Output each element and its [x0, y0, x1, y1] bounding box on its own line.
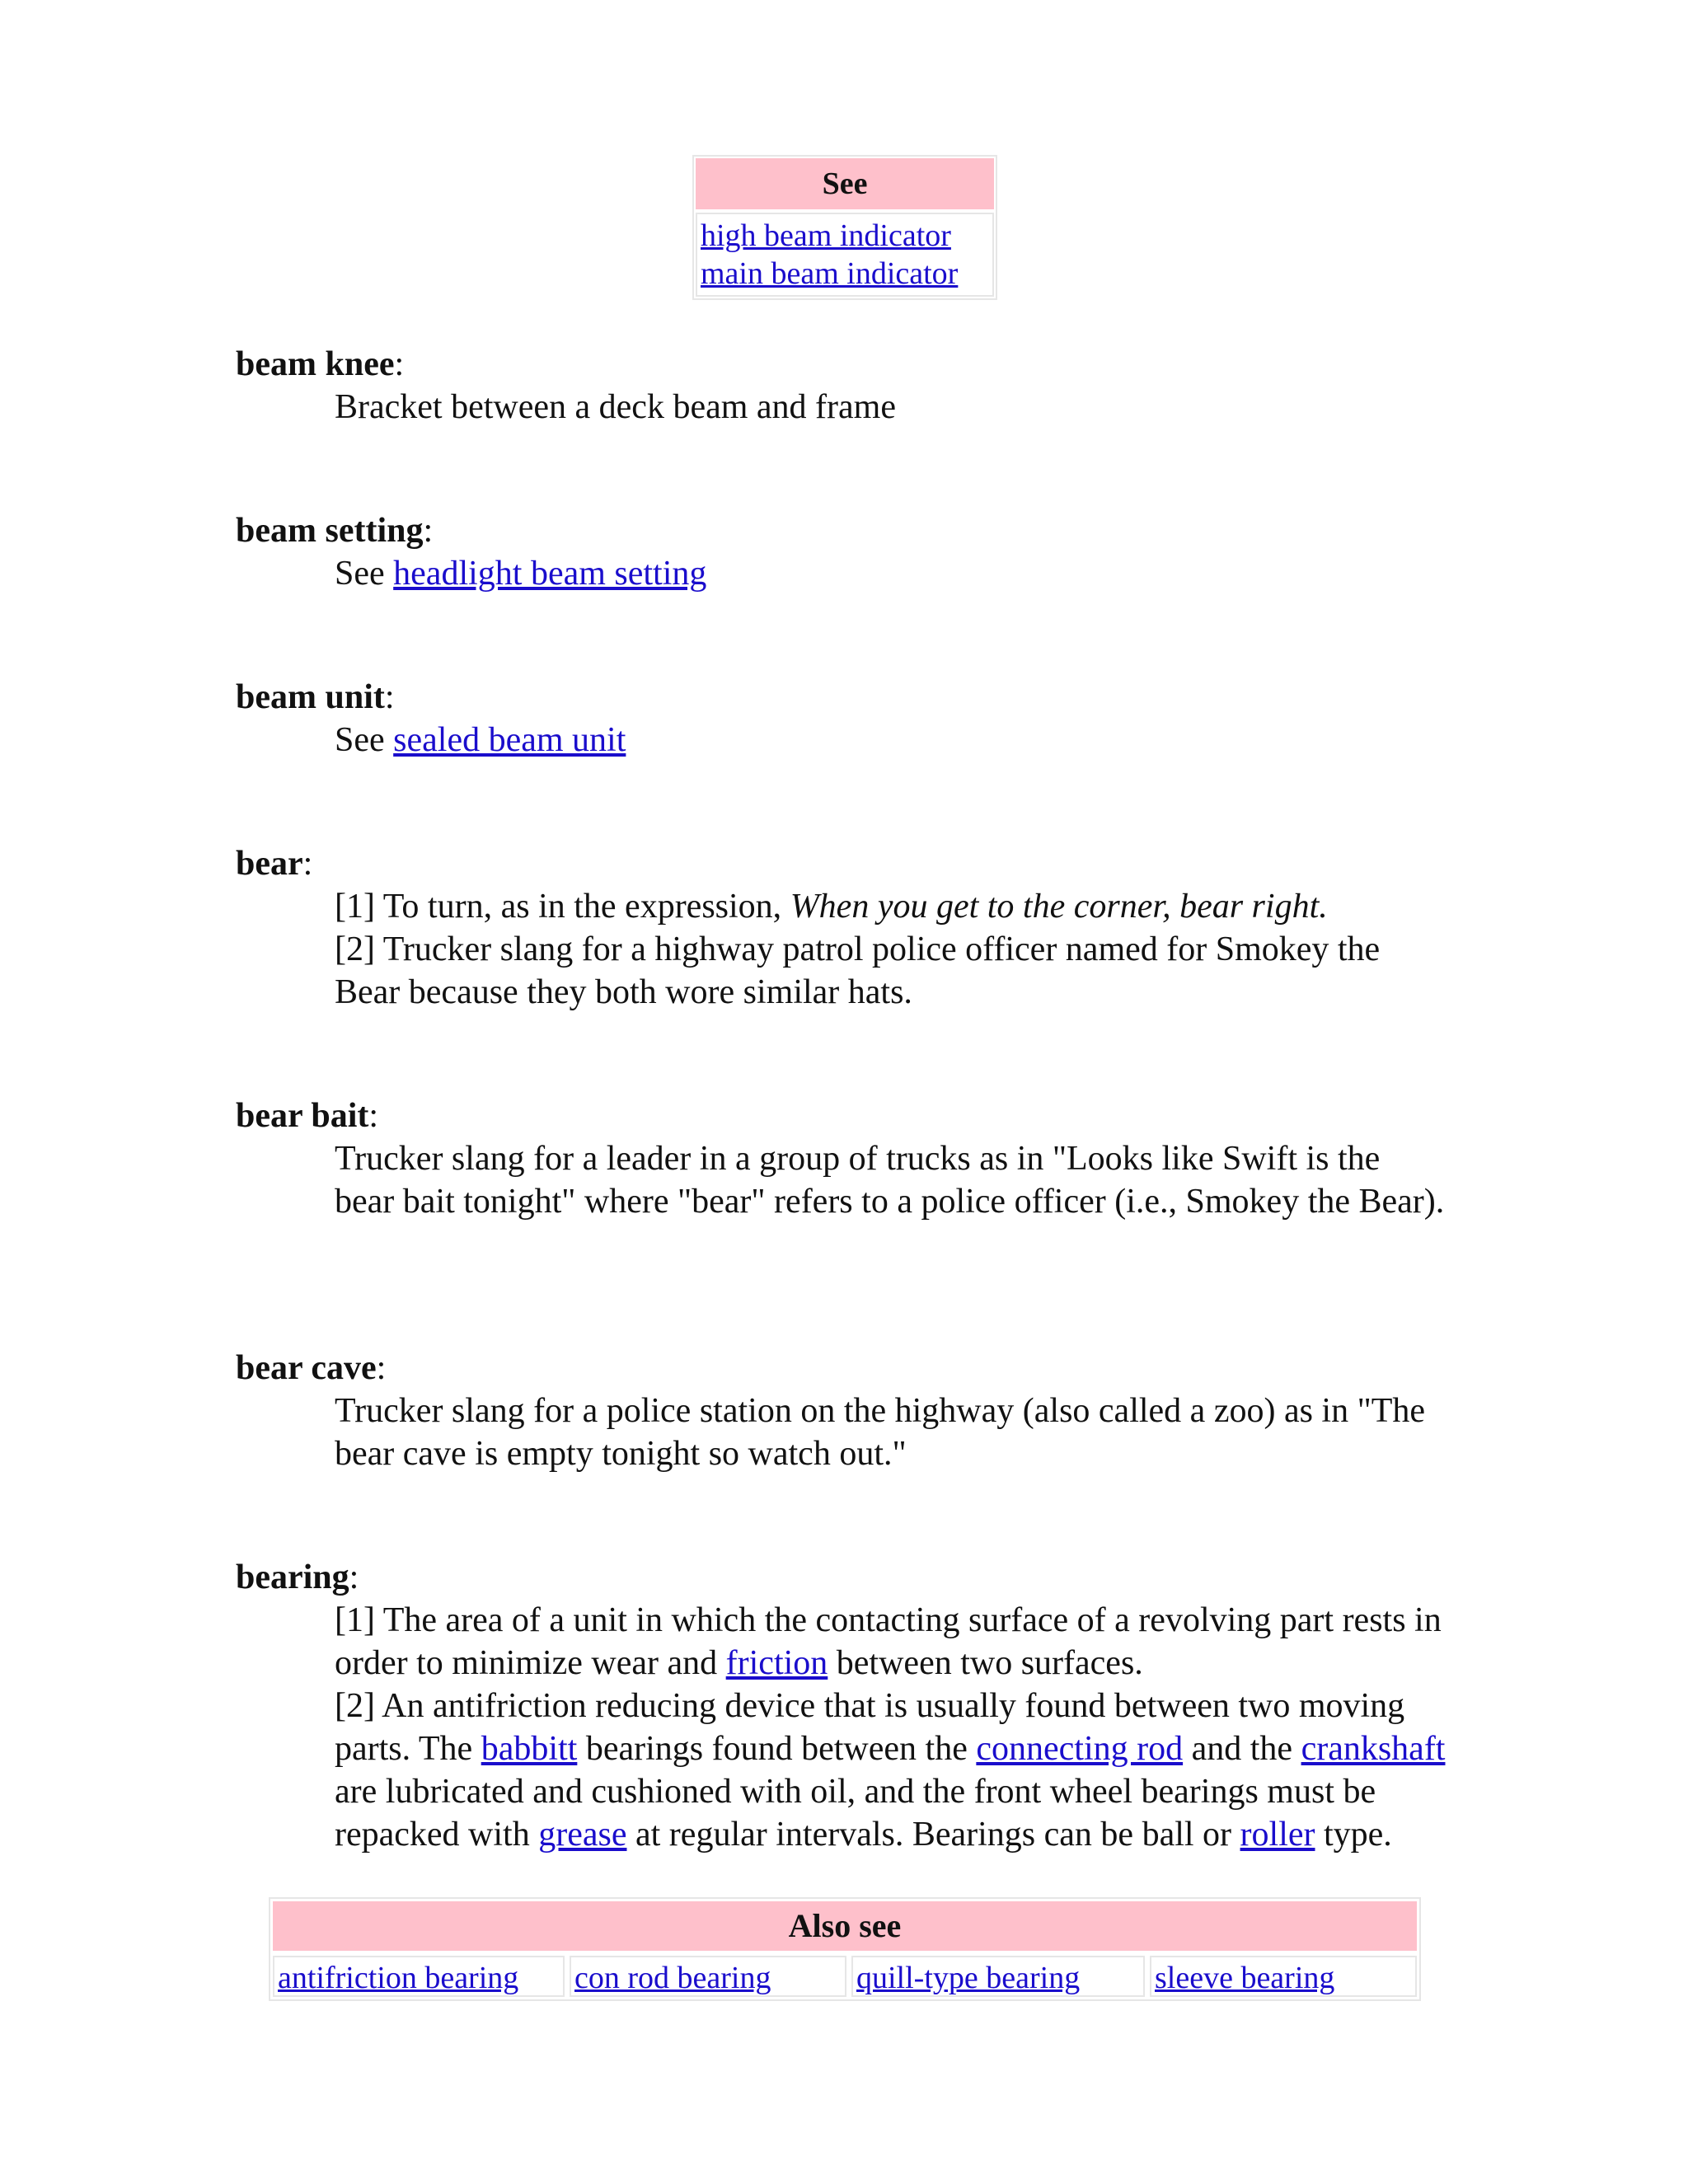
sense-2: [2] Trucker slang for a highway patrol police officer named for Smokey the Bear because they both wore similar hats. [335, 930, 1381, 1011]
link-main-beam-indicator[interactable]: main beam indicator [701, 256, 959, 291]
entry-colon: : [368, 1097, 379, 1135]
sense-2 [335, 1685, 1447, 1856]
see-prefix: See [335, 555, 394, 593]
link-friction[interactable]: friction [725, 1644, 828, 1682]
link-connecting-rod[interactable]: connecting rod [976, 1730, 1184, 1768]
sense-text: between two surfaces. [828, 1644, 1143, 1682]
link-crankshaft[interactable]: crankshaft [1301, 1730, 1446, 1768]
also-see-cell [273, 1956, 565, 1997]
also-see-cell [851, 1956, 1145, 1997]
sense-1 [335, 885, 1447, 928]
entry-beam-setting [236, 509, 1447, 595]
link-con-rod-bearing[interactable]: con rod bearing [574, 1961, 771, 1995]
entry-term: beam unit [236, 678, 385, 716]
entry-definition [335, 719, 1447, 762]
entry-colon: : [394, 345, 405, 383]
see-box-header: See [696, 158, 994, 209]
sense-text: [1] The area of a unit in which the contacting surface of a revolving part rests in order to minimize wear and [335, 1601, 1442, 1682]
entry-bearing [236, 1556, 1447, 1856]
sense-text: bearings found between the [577, 1730, 977, 1768]
entry-definition: Trucker slang for a police station on the highway (also called a zoo) as in "The bear cave is empty tonight so watch out." [335, 1392, 1426, 1473]
entry-colon: : [423, 512, 434, 550]
entry-colon: : [376, 1349, 387, 1387]
link-quill-type-bearing[interactable]: quill-type bearing [856, 1961, 1081, 1995]
entry-bear-bait [236, 1094, 1447, 1223]
also-see-table [269, 1897, 1421, 2001]
entry-definition [335, 1599, 1447, 1856]
entry-colon: : [384, 678, 395, 716]
see-prefix: See [335, 721, 394, 759]
sense-1-text: [1] To turn, as in the expression, [335, 888, 790, 926]
link-babbitt[interactable]: babbitt [481, 1730, 578, 1768]
sense-text: at regular intervals. Bearings can be ball or [626, 1816, 1240, 1854]
sense-text: type. [1315, 1816, 1392, 1854]
entry-definition: Bracket between a deck beam and frame [335, 388, 896, 426]
also-see-cell [1150, 1956, 1417, 1997]
entry-bear [236, 842, 1447, 1014]
also-see-cell [570, 1956, 846, 1997]
link-high-beam-indicator[interactable]: high beam indicator [701, 218, 951, 253]
sense-1 [335, 1599, 1447, 1685]
entry-term: bear [236, 845, 303, 883]
see-box [692, 155, 997, 300]
entry-definition: Trucker slang for a leader in a group of trucks as in "Looks like Swift is the bear bait tonight" where "bear" refers to a police officer (i.e., Smokey the Bear). [335, 1140, 1445, 1221]
entry-bear-cave [236, 1347, 1447, 1475]
link-sleeve-bearing[interactable]: sleeve bearing [1155, 1961, 1335, 1995]
entry-term: beam knee [236, 345, 395, 383]
link-sealed-beam-unit[interactable]: sealed beam unit [393, 721, 626, 759]
entry-colon: : [349, 1558, 359, 1596]
entry-beam-knee [236, 343, 1447, 429]
entry-definition [335, 885, 1447, 1014]
sense-text: [2] An antifriction reducing device that is usually found between two moving parts. The [335, 1687, 1405, 1768]
link-headlight-beam-setting[interactable]: headlight beam setting [393, 555, 707, 593]
see-box-links [696, 213, 994, 297]
sense-1-example: When you get to the corner, bear right. [790, 888, 1328, 926]
also-see-header: Also see [273, 1901, 1417, 1951]
sense-text: are lubricated and cushioned with oil, and the front wheel bearings must be repacked with [335, 1773, 1376, 1854]
sense-text: and the [1183, 1730, 1301, 1768]
entry-colon: : [302, 845, 313, 883]
also-see-row [273, 1956, 1417, 1997]
link-roller[interactable]: roller [1240, 1816, 1315, 1854]
entry-beam-unit [236, 676, 1447, 762]
entry-definition [335, 552, 1447, 595]
entry-term: beam setting [236, 512, 424, 550]
entry-term: bearing [236, 1558, 349, 1596]
link-grease[interactable]: grease [538, 1816, 627, 1854]
entry-term: bear cave [236, 1349, 377, 1387]
entry-term: bear bait [236, 1097, 369, 1135]
link-antifriction-bearing[interactable]: antifriction bearing [278, 1961, 519, 1995]
